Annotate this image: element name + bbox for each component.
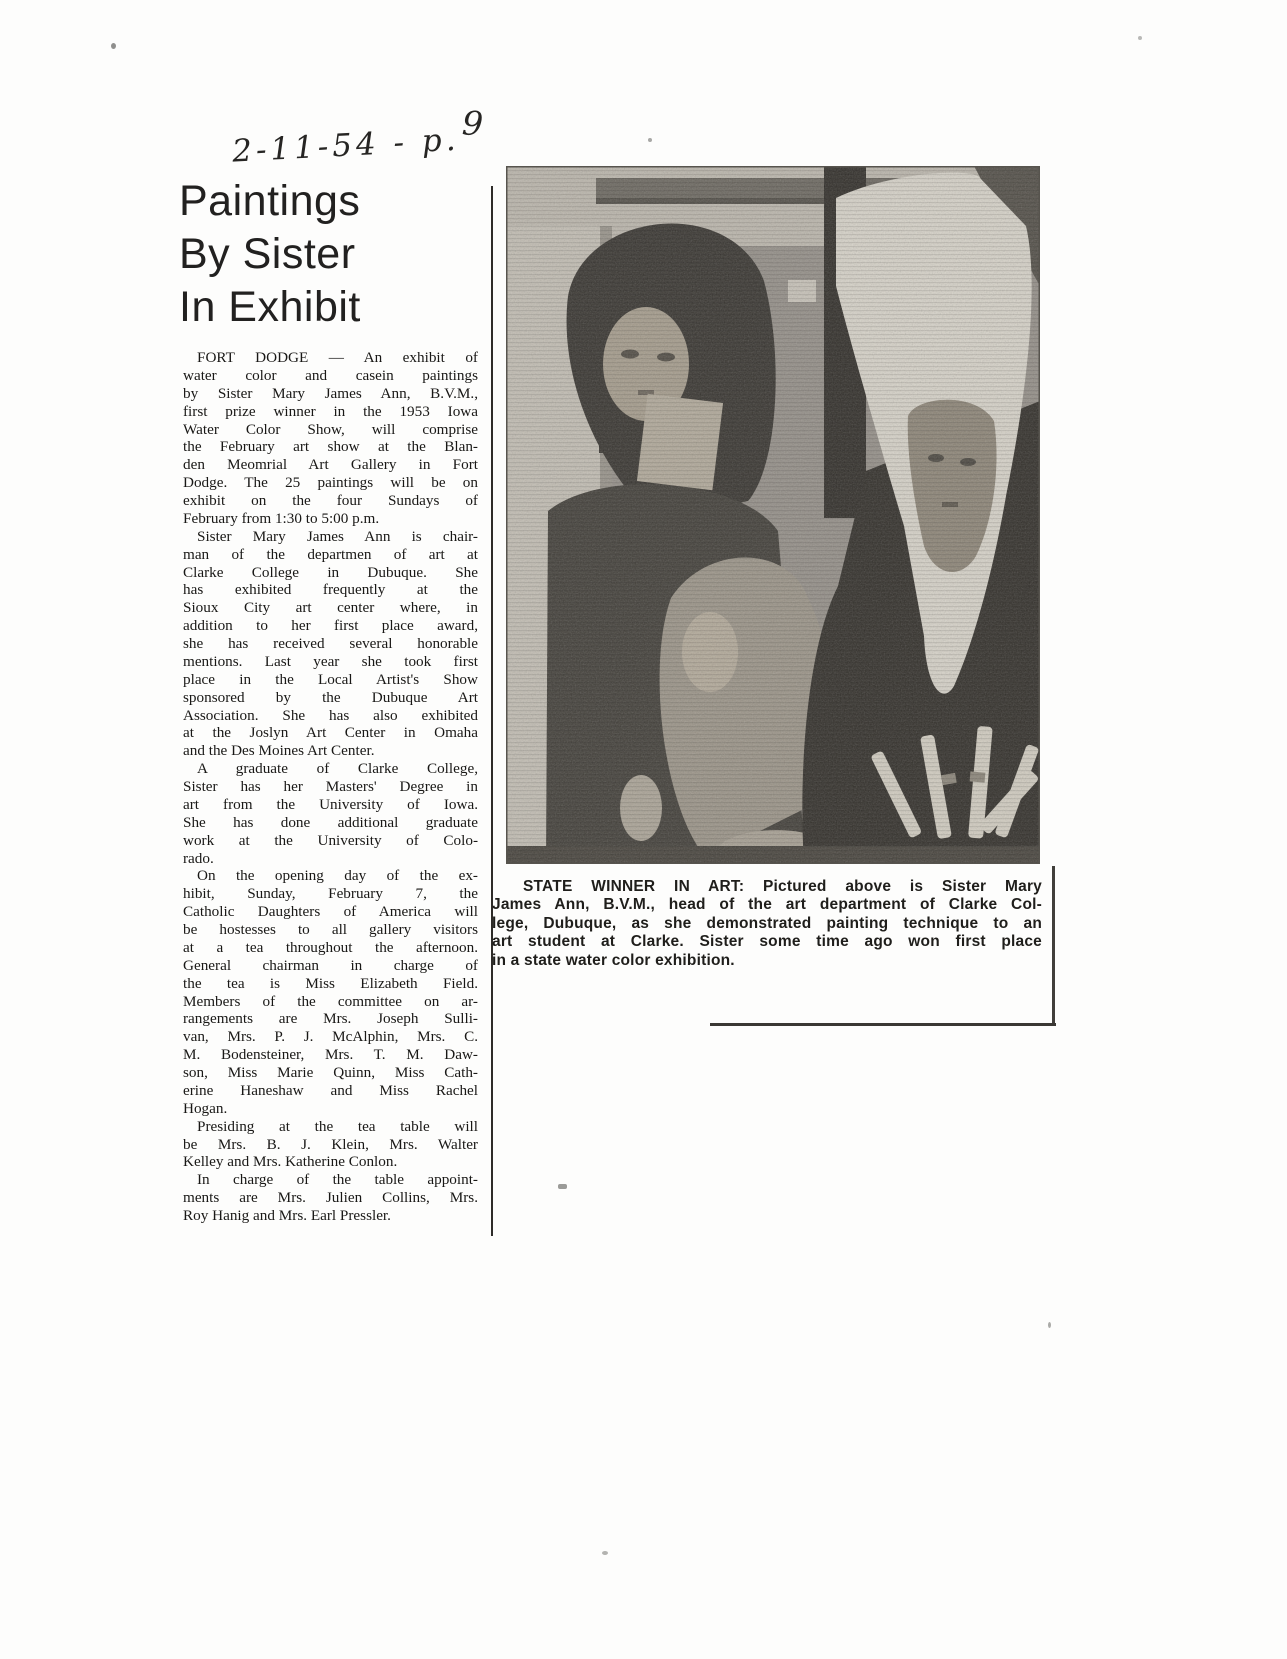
article-text-line: Sioux City art center where, in	[183, 599, 478, 617]
article-text-line: has exhibited frequently at the	[183, 581, 478, 599]
column-divider-rule	[491, 186, 493, 1236]
caption-text-line: in a state water color exhibition.	[492, 951, 735, 969]
caption-text-line: STATE WINNER IN ART: Pictured above is Sister Mary	[523, 878, 1042, 895]
article-paragraph	[183, 867, 478, 1117]
article-text-line: den Meomrial Art Gallery in Fort	[183, 456, 478, 474]
handwritten-page-number: 9	[461, 103, 489, 144]
article-text-line: the February art show at the Blan-	[183, 438, 478, 456]
article-text-line: place in the Local Artist's Show	[183, 670, 478, 688]
article-text-line: at a tea throughout the afternoon.	[183, 938, 478, 956]
photo-caption	[492, 878, 1042, 970]
article-text-line: Catholic Daughters of America will	[183, 903, 478, 921]
article-text-line: Sister Mary James Ann is chair-	[197, 527, 478, 545]
article-text-line: M. Bodensteiner, Mrs. T. M. Daw-	[183, 1046, 478, 1064]
article-headline	[179, 175, 479, 334]
article-text-line: hibit, Sunday, February 7, the	[183, 885, 478, 903]
article-text-line: water color and casein paintings	[183, 366, 478, 384]
scan-speck	[648, 138, 652, 142]
article-text-line: first prize winner in the 1953 Iowa	[183, 402, 478, 420]
article-text-line: Sister has her Masters' Degree in	[183, 778, 478, 795]
article-text-line: Clarke College in Dubuque. She	[183, 563, 478, 581]
article-text-line: she has received several honorable	[183, 635, 478, 652]
article-text-line: exhibit on the four Sundays of	[183, 492, 478, 509]
article-text-line: Association. She has also exhibited	[183, 706, 478, 724]
article-body	[183, 349, 478, 1225]
article-paragraph	[183, 349, 478, 528]
article-paragraph	[183, 1171, 478, 1225]
article-text-line: be Mrs. B. J. Klein, Mrs. Walter	[183, 1135, 478, 1153]
scan-speck	[111, 43, 116, 49]
scan-speck	[558, 1184, 567, 1189]
article-text-line: van, Mrs. P. J. McAlphin, Mrs. C.	[183, 1028, 478, 1046]
article-text-line: General chairman in charge of	[183, 956, 478, 974]
article-text-line: addition to her first place award,	[183, 617, 478, 635]
article-text-line: be hostesses to all gallery visitors	[183, 921, 478, 938]
article-text-line: rado.	[183, 849, 214, 867]
article-text-line: at the Joslyn Art Center in Omaha	[183, 724, 478, 742]
scan-speck	[1048, 1322, 1051, 1328]
article-text-line: Kelley and Mrs. Katherine Conlon.	[183, 1153, 398, 1171]
caption-text-line: art student at Clarke. Sister some time ago won first place	[492, 933, 1042, 951]
article-text-line: In charge of the table appoint-	[197, 1171, 478, 1189]
caption-text-line: James Ann, B.V.M., head of the art department of Clarke Col-	[492, 896, 1042, 914]
article-text-line: ments are Mrs. Julien Collins, Mrs.	[183, 1189, 478, 1207]
article-text-line: and the Des Moines Art Center.	[183, 742, 375, 760]
article-text-line: February from 1:30 to 5:00 p.m.	[183, 509, 380, 527]
headline-line: Paintings	[179, 177, 361, 225]
article-text-line: sponsored by the Dubuque Art	[183, 688, 478, 706]
article-text-line: Roy Hanig and Mrs. Earl Pressler.	[183, 1207, 391, 1224]
article-text-line: Members of the committee on ar-	[183, 992, 478, 1010]
article-paragraph	[183, 760, 478, 867]
article-text-line: FORT DODGE — An exhibit of	[197, 349, 478, 366]
article-text-line: Presiding at the tea table will	[197, 1117, 478, 1135]
scan-speck	[1138, 36, 1142, 40]
article-text-line: the tea is Miss Elizabeth Field.	[183, 974, 478, 992]
scan-speck	[602, 1551, 608, 1555]
caption-bottom-rule	[710, 1023, 1056, 1026]
article-text-line: Water Color Show, will comprise	[183, 420, 478, 438]
article-text-line: erine Haneshaw and Miss Rachel	[183, 1081, 478, 1099]
headline-line: In Exhibit	[179, 283, 361, 331]
caption-text-line: lege, Dubuque, as she demonstrated painting technique to an	[492, 914, 1042, 932]
article-paragraph	[183, 1118, 478, 1172]
article-text-line: art from the University of Iowa.	[183, 795, 478, 813]
news-photo	[506, 166, 1040, 864]
article-text-line: Hogan.	[183, 1099, 228, 1117]
article-text-line: by Sister Mary James Ann, B.V.M.,	[183, 384, 478, 402]
handwritten-date-annotation	[231, 103, 489, 170]
headline-line: By Sister	[179, 230, 356, 278]
article-text-line: A graduate of Clarke College,	[197, 760, 478, 778]
article-paragraph	[183, 528, 478, 760]
article-text-line: man of the departmen of art at	[183, 545, 478, 563]
article-text-line: Dodge. The 25 paintings will be on	[183, 474, 478, 492]
article-text-line: She has done additional graduate	[183, 813, 478, 831]
article-text-line: rangements are Mrs. Joseph Sulli-	[183, 1010, 478, 1028]
handwritten-date: 2-11-54 - p.	[231, 121, 461, 170]
article-text-line: mentions. Last year she took first	[183, 652, 478, 670]
film-grain-highlight	[506, 166, 1040, 864]
article-text-line: On the opening day of the ex-	[197, 867, 478, 885]
article-text-line: work at the University of Colo-	[183, 831, 478, 849]
article-text-line: son, Miss Marie Quinn, Miss Cath-	[183, 1064, 478, 1081]
news-photo-illustration	[506, 166, 1040, 864]
clipping-right-edge	[1052, 866, 1055, 1026]
